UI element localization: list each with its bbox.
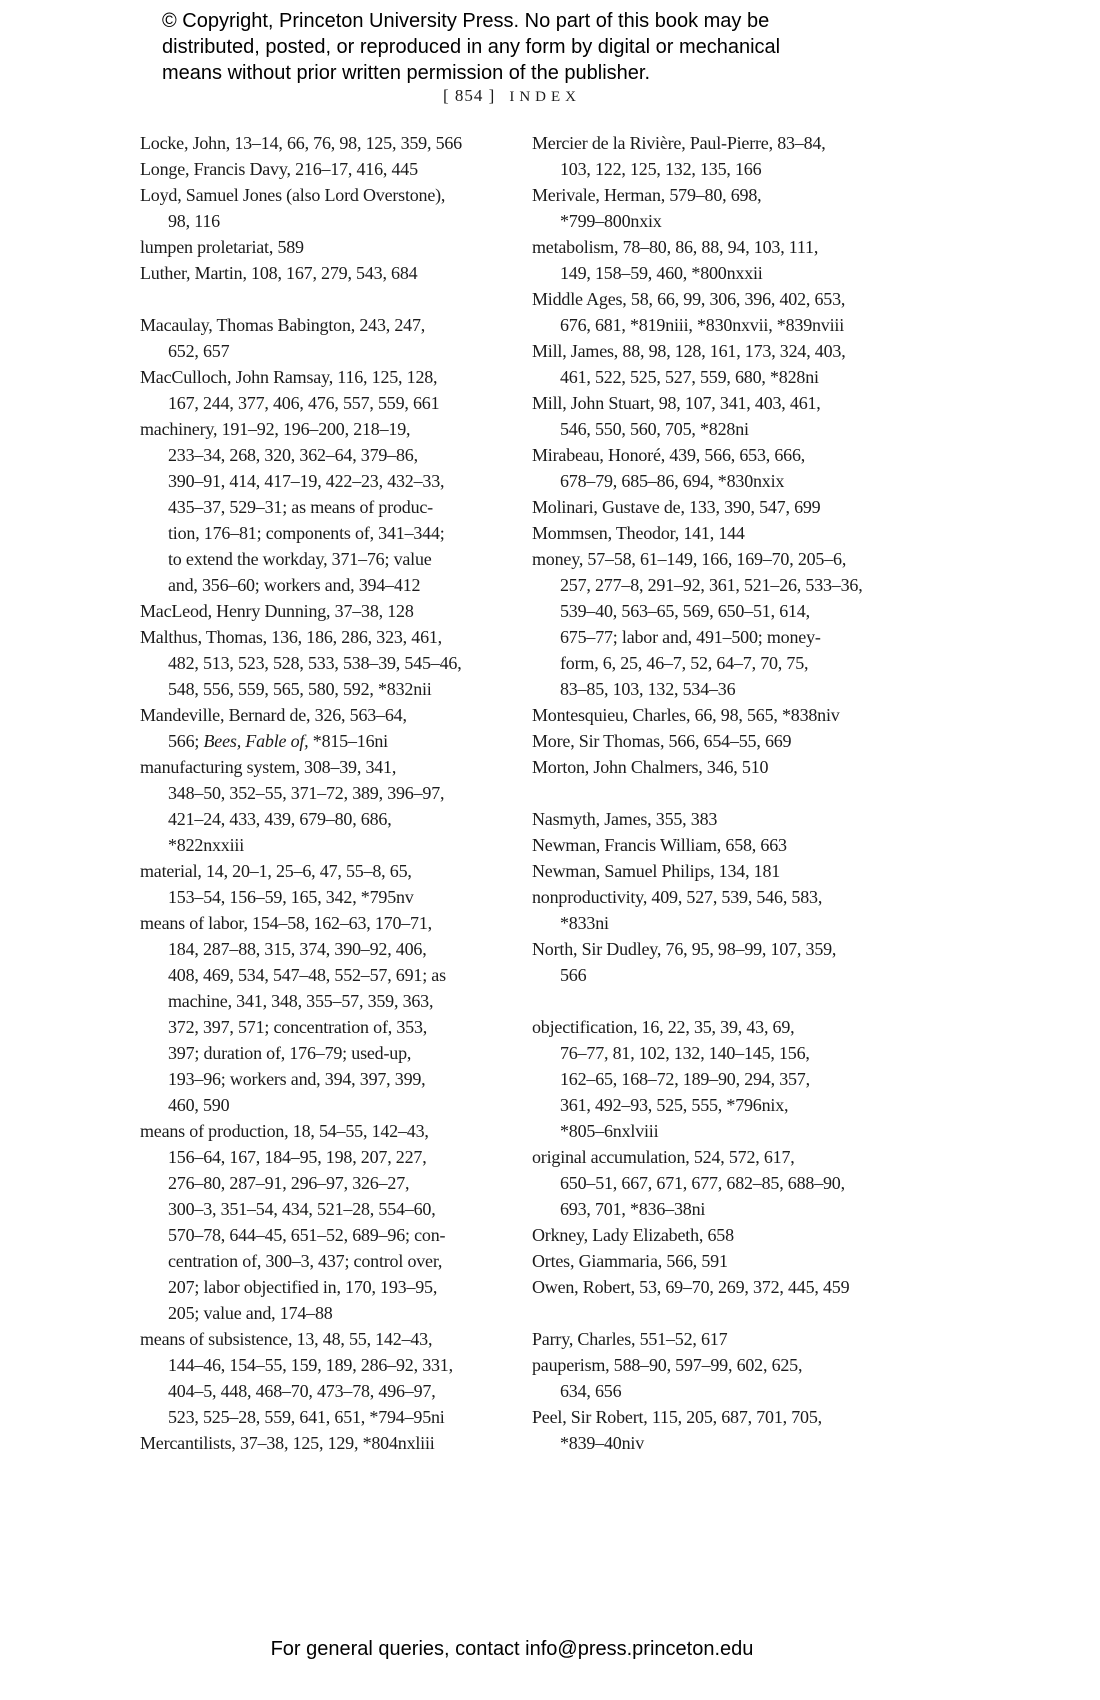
index-entry-continuation-line: machine, 341, 348, 355–57, 359, 363, <box>168 991 434 1011</box>
index-entry-continuation-line: 233–34, 268, 320, 362–64, 379–86, <box>168 445 418 465</box>
index-entry <box>140 364 502 416</box>
index-entry-first-line: Locke, John, 13–14, 66, 76, 98, 125, 359, 566 <box>140 133 462 153</box>
index-entry <box>532 702 894 728</box>
index-group <box>532 1326 894 1456</box>
index-entry <box>140 1326 502 1430</box>
index-entry-continuation-line: 539–40, 563–65, 569, 650–51, 614, <box>560 601 810 621</box>
index-entry-continuation-line: 83–85, 103, 132, 534–36 <box>560 679 736 699</box>
index-entry-first-line: Luther, Martin, 108, 167, 279, 543, 684 <box>140 263 418 283</box>
index-entry-first-line: Mommsen, Theodor, 141, 144 <box>532 523 745 543</box>
index-column-right <box>532 130 894 1456</box>
index-entry <box>532 1352 894 1404</box>
index-entry <box>532 182 894 234</box>
italic-title-segment: Bees, Fable of, <box>203 731 309 751</box>
index-entry <box>140 182 502 234</box>
index-entry-continuation-line: tion, 176–81; components of, 341–344; <box>168 523 445 543</box>
index-entry-first-line: machinery, 191–92, 196–200, 218–19, <box>140 419 411 439</box>
index-entry <box>140 702 502 754</box>
index-entry-continuation-line: 693, 701, *836–38ni <box>560 1199 706 1219</box>
index-entry <box>532 390 894 442</box>
index-entry-first-line: Ortes, Giammaria, 566, 591 <box>532 1251 728 1271</box>
index-entry-continuation-line: 460, 590 <box>168 1095 230 1115</box>
index-entry-continuation-line: 390–91, 414, 417–19, 422–23, 432–33, <box>168 471 445 491</box>
index-entry-continuation-line: 276–80, 287–91, 296–97, 326–27, <box>168 1173 410 1193</box>
index-entry-continuation-line: 421–24, 433, 439, 679–80, 686, <box>168 809 392 829</box>
index-entry <box>140 234 502 260</box>
index-entry-first-line: objectification, 16, 22, 35, 39, 43, 69, <box>532 1017 795 1037</box>
index-entry-continuation-line: 404–5, 448, 468–70, 473–78, 496–97, <box>168 1381 436 1401</box>
index-entry <box>140 858 502 910</box>
index-entry-continuation-line: 361, 492–93, 525, 555, *796nix, <box>560 1095 789 1115</box>
index-entry <box>532 1014 894 1144</box>
index-entry-continuation-line: *839–40niv <box>560 1433 645 1453</box>
index-entry-continuation-line: 652, 657 <box>168 341 230 361</box>
index-entry-first-line: Malthus, Thomas, 136, 186, 286, 323, 461, <box>140 627 442 647</box>
index-entry-first-line: Middle Ages, 58, 66, 99, 306, 396, 402, 653, <box>532 289 846 309</box>
index-entry-continuation-line: *805–6nxlviii <box>560 1121 659 1141</box>
index-column-left <box>140 130 502 1456</box>
index-entry <box>140 1430 502 1456</box>
index-entry <box>140 1118 502 1326</box>
index-entry-continuation-line: 650–51, 667, 671, 677, 682–85, 688–90, <box>560 1173 845 1193</box>
index-entry-continuation-line: 408, 469, 534, 547–48, 552–57, 691; as <box>168 965 446 985</box>
index-entry-first-line: Longe, Francis Davy, 216–17, 416, 445 <box>140 159 418 179</box>
index-entry-first-line: More, Sir Thomas, 566, 654–55, 669 <box>532 731 792 751</box>
index-entry <box>140 156 502 182</box>
index-entry-continuation-line <box>140 728 502 754</box>
index-entry-continuation-line: 144–46, 154–55, 159, 189, 286–92, 331, <box>168 1355 453 1375</box>
index-group <box>532 130 894 780</box>
index-group <box>140 130 502 286</box>
index-entry <box>532 338 894 390</box>
index-entry <box>532 234 894 286</box>
index-entry-first-line: manufacturing system, 308–39, 341, <box>140 757 397 777</box>
index-entry <box>140 754 502 858</box>
index-entry-continuation-line: 435–37, 529–31; as means of produc- <box>168 497 433 517</box>
index-entry <box>140 312 502 364</box>
page-header <box>0 86 1024 106</box>
index-entry-first-line: Mirabeau, Honoré, 439, 566, 653, 666, <box>532 445 806 465</box>
index-entry-continuation-line: 523, 525–28, 559, 641, 651, *794–95ni <box>168 1407 445 1427</box>
index-entry-continuation-line: 372, 397, 571; concentration of, 353, <box>168 1017 428 1037</box>
index-entry-first-line: means of labor, 154–58, 162–63, 170–71, <box>140 913 432 933</box>
footer-contact: For general queries, contact info@press.princeton.edu <box>270 1638 754 1660</box>
index-entry-continuation-line: 300–3, 351–54, 434, 521–28, 554–60, <box>168 1199 436 1219</box>
index-entry-first-line: lumpen proletariat, 589 <box>140 237 304 257</box>
index-entry-first-line: MacCulloch, John Ramsay, 116, 125, 128, <box>140 367 438 387</box>
index-entry-first-line: means of subsistence, 13, 48, 55, 142–43, <box>140 1329 433 1349</box>
index-entry-continuation-line: 634, 656 <box>560 1381 622 1401</box>
index-entry-first-line: Molinari, Gustave de, 133, 390, 547, 699 <box>532 497 821 517</box>
index-entry-continuation-line: 156–64, 167, 184–95, 198, 207, 227, <box>168 1147 427 1167</box>
index-entry-first-line: nonproductivity, 409, 527, 539, 546, 583, <box>532 887 823 907</box>
index-entry <box>532 546 894 702</box>
index-entry-first-line: Peel, Sir Robert, 115, 205, 687, 701, 705, <box>532 1407 822 1427</box>
index-entry-first-line: Morton, John Chalmers, 346, 510 <box>532 757 769 777</box>
index-entry-continuation-line: 348–50, 352–55, 371–72, 389, 396–97, <box>168 783 445 803</box>
index-entry-first-line: Mercantilists, 37–38, 125, 129, *804nxliii <box>140 1433 435 1453</box>
index-entry-first-line: Mercier de la Rivière, Paul-Pierre, 83–84, <box>532 133 826 153</box>
index-entry-continuation-line: 676, 681, *819niii, *830nxvii, *839nviii <box>560 315 845 335</box>
index-entry-continuation-line: 98, 116 <box>168 211 220 231</box>
index-entry-continuation-line: 193–96; workers and, 394, 397, 399, <box>168 1069 426 1089</box>
index-entry-first-line: Owen, Robert, 53, 69–70, 269, 372, 445, 459 <box>532 1277 850 1297</box>
index-entry <box>532 858 894 884</box>
index-entry-continuation-line: 205; value and, 174–88 <box>168 1303 333 1323</box>
index-entry <box>532 1248 894 1274</box>
index-entry <box>140 624 502 702</box>
index-entry <box>140 260 502 286</box>
index-entry-continuation-line: 566 <box>560 965 587 985</box>
index-entry-continuation-line: 153–54, 156–59, 165, 342, *795nv <box>168 887 414 907</box>
index-entry-first-line: MacLeod, Henry Dunning, 37–38, 128 <box>140 601 414 621</box>
index-entry-continuation-line: 207; labor objectified in, 170, 193–95, <box>168 1277 438 1297</box>
index-entry <box>532 754 894 780</box>
index-entry-continuation-line: 546, 550, 560, 705, *828ni <box>560 419 749 439</box>
index-entry <box>532 832 894 858</box>
index-entry-continuation-line: *833ni <box>560 913 609 933</box>
index-entry <box>532 884 894 936</box>
index-section-title: INDEX <box>509 89 581 105</box>
index-entry-continuation-line: 167, 244, 377, 406, 476, 557, 559, 661 <box>168 393 440 413</box>
index-entry <box>532 520 894 546</box>
index-entry-continuation-line: 675–77; labor and, 491–500; money- <box>560 627 821 647</box>
index-entry-first-line: material, 14, 20–1, 25–6, 47, 55–8, 65, <box>140 861 412 881</box>
index-entry-continuation-line: 103, 122, 125, 132, 135, 166 <box>560 159 762 179</box>
index-entry-first-line: Nasmyth, James, 355, 383 <box>532 809 718 829</box>
index-entry-continuation-line: 482, 513, 523, 528, 533, 538–39, 545–46, <box>168 653 462 673</box>
index-entry-continuation-line: *822nxxiii <box>168 835 245 855</box>
index-entry-continuation-line: 184, 287–88, 315, 374, 390–92, 406, <box>168 939 427 959</box>
index-entry-first-line: Merivale, Herman, 579–80, 698, <box>532 185 762 205</box>
index-entry <box>532 1144 894 1222</box>
index-entry-continuation-line: 149, 158–59, 460, *800nxxii <box>560 263 763 283</box>
index-entry-first-line: means of production, 18, 54–55, 142–43, <box>140 1121 429 1141</box>
index-entry <box>532 728 894 754</box>
index-entry <box>140 598 502 624</box>
index-entry-first-line: money, 57–58, 61–149, 166, 169–70, 205–6, <box>532 549 847 569</box>
index-entry-first-line: Macaulay, Thomas Babington, 243, 247, <box>140 315 426 335</box>
index-entry <box>532 494 894 520</box>
index-entry-continuation-line: *799–800nxix <box>560 211 662 231</box>
index-entry-first-line: Newman, Samuel Philips, 134, 181 <box>532 861 781 881</box>
index-entry <box>532 1222 894 1248</box>
index-entry-continuation-line: form, 6, 25, 46–7, 52, 64–7, 70, 75, <box>560 653 809 673</box>
index-entry-continuation-line: 257, 277–8, 291–92, 361, 521–26, 533–36, <box>560 575 863 595</box>
index-entry-first-line: Parry, Charles, 551–52, 617 <box>532 1329 728 1349</box>
index-entry-first-line: Mill, John Stuart, 98, 107, 341, 403, 461, <box>532 393 821 413</box>
index-group <box>532 1014 894 1300</box>
index-entry <box>532 1274 894 1300</box>
index-entry-continuation-line: 461, 522, 525, 527, 559, 680, *828ni <box>560 367 819 387</box>
index-entry-first-line: original accumulation, 524, 572, 617, <box>532 1147 795 1167</box>
index-entry-continuation-line: to extend the workday, 371–76; value <box>168 549 432 569</box>
index-entry-first-line: pauperism, 588–90, 597–99, 602, 625, <box>532 1355 803 1375</box>
index-entry-continuation-line: 162–65, 168–72, 189–90, 294, 357, <box>560 1069 810 1089</box>
index-entry <box>140 910 502 1118</box>
index-entry-first-line: Orkney, Lady Elizabeth, 658 <box>532 1225 734 1245</box>
page-number: [ 854 ] <box>443 86 496 105</box>
index-entry-first-line: metabolism, 78–80, 86, 88, 94, 103, 111, <box>532 237 819 257</box>
text-segment: 566; <box>168 731 204 751</box>
index-group <box>532 806 894 988</box>
index-entry-continuation-line: 397; duration of, 176–79; used-up, <box>168 1043 412 1063</box>
text-segment: *815–16ni <box>308 731 388 751</box>
index-entry <box>532 442 894 494</box>
index-entry-first-line: Mandeville, Bernard de, 326, 563–64, <box>140 705 407 725</box>
index-entry-first-line: North, Sir Dudley, 76, 95, 98–99, 107, 359, <box>532 939 837 959</box>
index-entry-continuation-line: and, 356–60; workers and, 394–412 <box>168 575 421 595</box>
index-entry-continuation-line: centration of, 300–3, 437; control over, <box>168 1251 443 1271</box>
index-entry <box>532 130 894 182</box>
index-entry <box>140 416 502 598</box>
index-group <box>140 312 502 1456</box>
index-entry <box>532 1326 894 1352</box>
index-entry-continuation-line: 76–77, 81, 102, 132, 140–145, 156, <box>560 1043 810 1063</box>
index-entry <box>532 286 894 338</box>
index-entry-first-line: Montesquieu, Charles, 66, 98, 565, *838niv <box>532 705 840 725</box>
index-entry <box>140 130 502 156</box>
copyright-notice: © Copyright, Princeton University Press. No part of this book may be distributed, posted, or reproduced in any form by digital or mechanical means without prior written permission of the publisher. <box>162 10 781 84</box>
index-entry-first-line: Loyd, Samuel Jones (also Lord Overstone), <box>140 185 446 205</box>
index-entry-continuation-line: 570–78, 644–45, 651–52, 689–96; con- <box>168 1225 446 1245</box>
index-entry <box>532 1404 894 1456</box>
index-entry-continuation-line: 548, 556, 559, 565, 580, 592, *832nii <box>168 679 432 699</box>
index-entry-first-line: Mill, James, 88, 98, 128, 161, 173, 324, 403, <box>532 341 846 361</box>
index-entry-continuation-line: 678–79, 685–86, 694, *830nxix <box>560 471 785 491</box>
index-entry-first-line: Newman, Francis William, 658, 663 <box>532 835 787 855</box>
index-entry <box>532 936 894 988</box>
index-entry <box>532 806 894 832</box>
